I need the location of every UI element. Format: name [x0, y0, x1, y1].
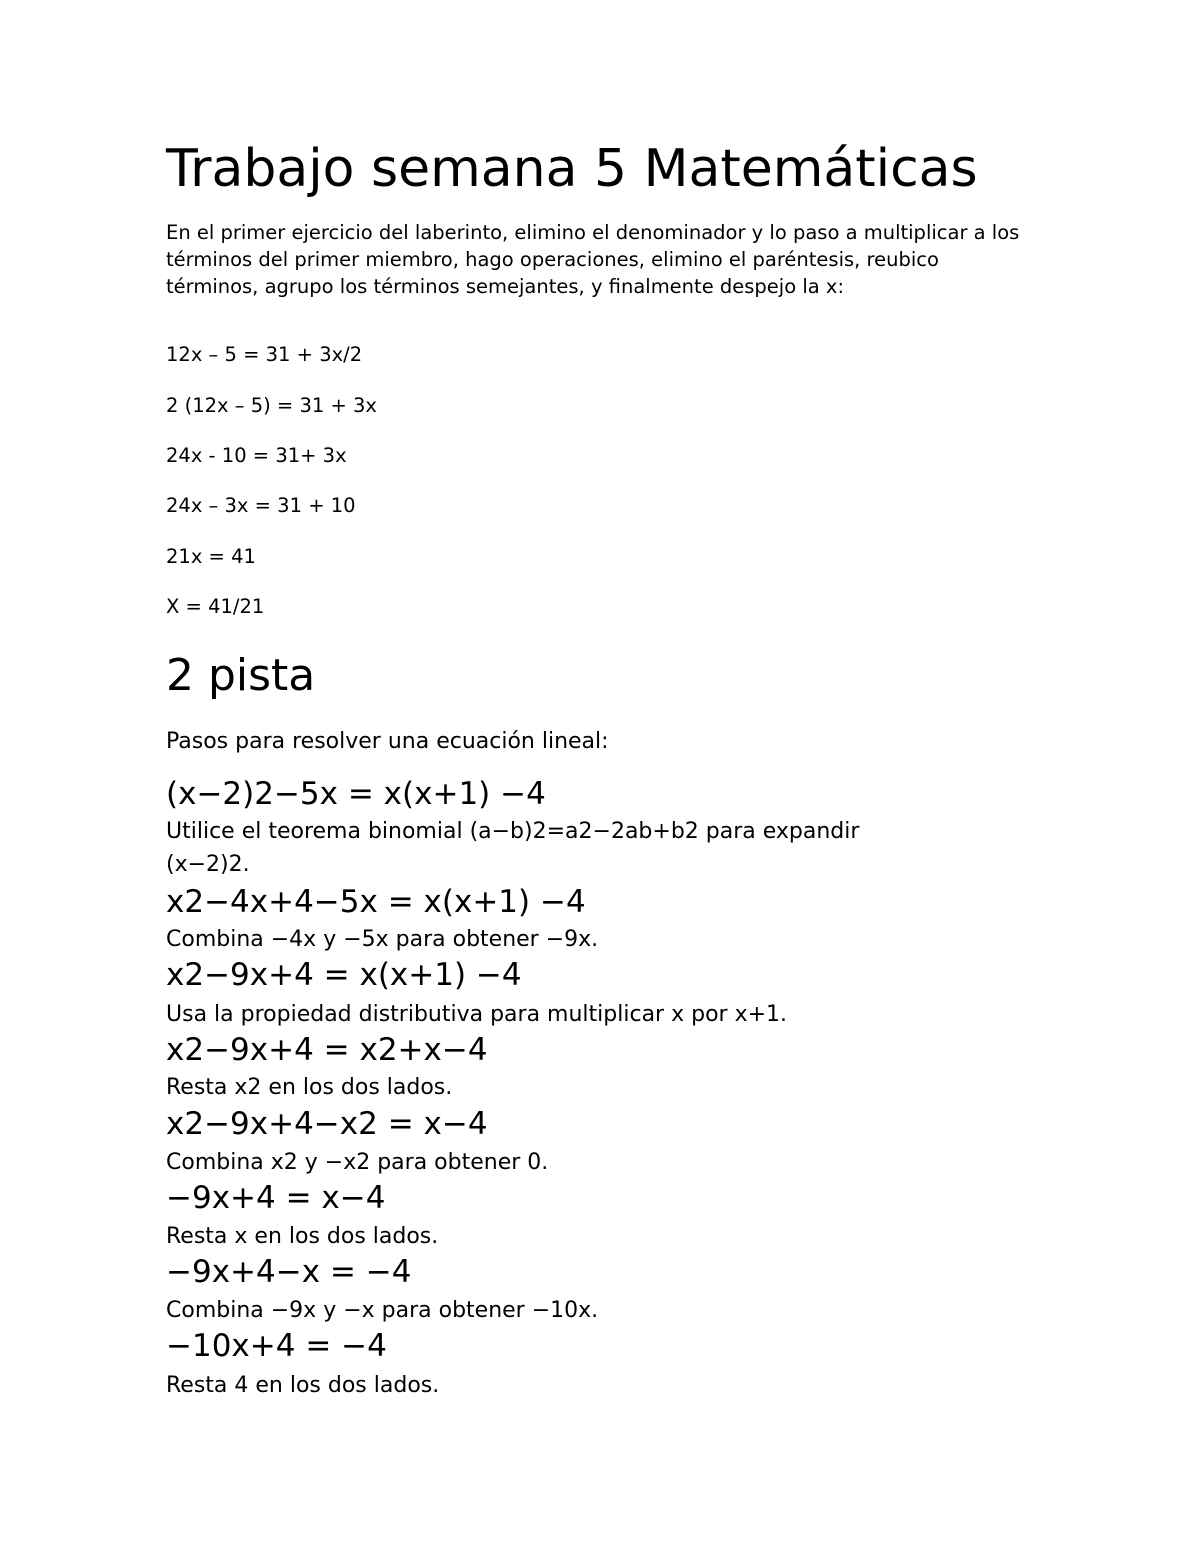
math-step: x2−9x+4−x2 = x−4 [166, 1106, 488, 1142]
math-step: x2−4x+4−5x = x(x+1) −4 [166, 884, 586, 920]
step-explanation: Resta 4 en los dos lados. [166, 1373, 440, 1398]
math-step: x2−9x+4 = x2+x−4 [166, 1032, 488, 1068]
steps-title: Pasos para resolver una ecuación lineal: [166, 729, 609, 754]
equation-line: X = 41/21 [166, 595, 265, 618]
step-explanation: Combina −4x y −5x para obtener −9x. [166, 927, 599, 952]
equation-line: 24x - 10 = 31+ 3x [166, 444, 347, 467]
intro-paragraph: En el primer ejercicio del laberinto, elimino el denominador y lo paso a multiplicar a los términos del primer miembro, hago operaciones, elimino el paréntesis, reubico términos, agrupo los términos semejantes, y finalmente despejo la x: [166, 221, 1020, 298]
section-heading: 2 pista [166, 650, 316, 701]
math-step: −9x+4 = x−4 [166, 1180, 386, 1216]
step-explanation: Utilice el teorema binomial (a−b)2=a2−2ab+b2 para expandir (x−2)2. [166, 819, 860, 877]
math-step: (x−2)2−5x = x(x+1) −4 [166, 776, 546, 812]
step-explanation: Resta x2 en los dos lados. [166, 1075, 453, 1100]
equation-line: 12x – 5 = 31 + 3x/2 [166, 343, 363, 366]
math-step: −10x+4 = −4 [166, 1328, 387, 1364]
equation-line: 24x – 3x = 31 + 10 [166, 494, 356, 517]
step-explanation: Resta x en los dos lados. [166, 1224, 439, 1249]
math-step: x2−9x+4 = x(x+1) −4 [166, 957, 522, 993]
step-explanation: Combina x2 y −x2 para obtener 0. [166, 1150, 549, 1175]
step-explanation: Usa la propiedad distributiva para multiplicar x por x+1. [166, 1002, 788, 1027]
math-step: −9x+4−x = −4 [166, 1254, 412, 1290]
step-explanation: Combina −9x y −x para obtener −10x. [166, 1298, 599, 1323]
equation-line: 2 (12x – 5) = 31 + 3x [166, 394, 377, 417]
equation-line: 21x = 41 [166, 545, 256, 568]
page-title: Trabajo semana 5 Matemáticas [166, 139, 978, 199]
